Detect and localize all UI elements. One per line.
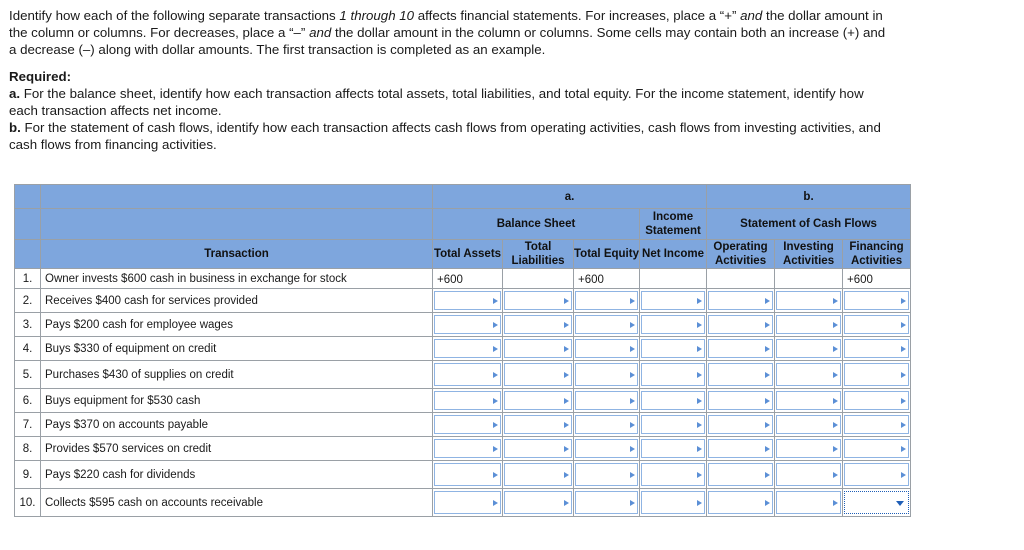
transaction-description: Purchases $430 of supplies on credit — [41, 361, 433, 389]
answer-input[interactable] — [708, 363, 773, 386]
answer-dropdown[interactable] — [843, 313, 911, 337]
answer-dropdown[interactable] — [433, 413, 503, 437]
example-cell — [843, 269, 911, 289]
answer-input[interactable] — [776, 339, 841, 358]
example-cell — [503, 269, 574, 289]
row-number: 6. — [15, 389, 41, 413]
answer-dropdown[interactable] — [574, 437, 640, 461]
answer-input[interactable] — [434, 463, 501, 486]
required-b-label: b. — [9, 120, 21, 135]
answer-dropdown[interactable] — [574, 361, 640, 389]
answer-dropdown[interactable] — [574, 337, 640, 361]
balance-sheet-header: Balance Sheet — [433, 209, 640, 240]
answer-input[interactable] — [641, 391, 705, 410]
answer-dropdown[interactable] — [707, 413, 775, 437]
answer-input[interactable] — [776, 415, 841, 434]
answer-dropdown[interactable] — [503, 337, 574, 361]
answer-dropdown[interactable] — [503, 413, 574, 437]
instructions — [9, 7, 889, 153]
answer-input[interactable] — [504, 363, 572, 386]
answer-dropdown[interactable] — [433, 489, 503, 517]
answer-input[interactable] — [776, 491, 841, 514]
table-row — [15, 313, 911, 337]
answer-dropdown[interactable] — [775, 389, 843, 413]
row-number: 3. — [15, 313, 41, 337]
answer-dropdown[interactable] — [640, 437, 707, 461]
answer-input[interactable] — [844, 315, 909, 334]
answer-dropdown[interactable] — [503, 389, 574, 413]
answer-input[interactable] — [575, 363, 638, 386]
answer-input[interactable] — [708, 339, 773, 358]
answer-input[interactable] — [708, 315, 773, 334]
answer-dropdown[interactable] — [433, 437, 503, 461]
row-number: 9. — [15, 461, 41, 489]
header-row-columns — [15, 240, 911, 269]
transaction-description: Pays $220 cash for dividends — [41, 461, 433, 489]
col-financing-activities: Financing Activities — [843, 240, 911, 269]
answer-dropdown[interactable] — [574, 413, 640, 437]
answer-dropdown[interactable] — [640, 489, 707, 517]
example-cell — [433, 269, 503, 289]
answer-dropdown[interactable] — [843, 337, 911, 361]
required-b — [9, 119, 889, 153]
table-row — [15, 337, 911, 361]
table-row — [15, 461, 911, 489]
answer-dropdown[interactable] — [433, 389, 503, 413]
answer-input[interactable] — [708, 463, 773, 486]
cash-flows-header: Statement of Cash Flows — [707, 209, 911, 240]
answer-input[interactable] — [575, 291, 638, 310]
answer-input[interactable] — [504, 463, 572, 486]
table-row — [15, 413, 911, 437]
transaction-description: Pays $370 on accounts payable — [41, 413, 433, 437]
answer-dropdown[interactable] — [707, 361, 775, 389]
answer-input[interactable] — [844, 415, 909, 434]
col-operating-activities: Operating Activities — [707, 240, 775, 269]
table-row — [15, 269, 911, 289]
answer-dropdown[interactable] — [775, 413, 843, 437]
answer-dropdown[interactable] — [707, 489, 775, 517]
transaction-description: Collects $595 cash on accounts receivable — [41, 489, 433, 517]
intro-and: and — [740, 8, 763, 23]
answer-dropdown[interactable] — [640, 389, 707, 413]
part-a-header: a. — [433, 185, 707, 209]
answer-dropdown[interactable] — [843, 413, 911, 437]
answer-input[interactable] — [641, 491, 705, 514]
answer-dropdown[interactable] — [640, 337, 707, 361]
answer-input[interactable] — [844, 291, 909, 310]
intro-text: affects financial statements. For increases, place a “+” — [414, 8, 741, 23]
answer-dropdown[interactable] — [775, 289, 843, 313]
intro-text: the dollar amount in the column or columns. Some cells may contain both an increase (+) and a decrease (–) along with dollar amounts. The first transaction is completed as an example. — [9, 25, 886, 57]
example-value: +600 — [844, 271, 909, 286]
intro-and: and — [309, 25, 332, 40]
answer-input[interactable] — [641, 339, 705, 358]
header-row-statements — [15, 209, 911, 240]
answer-input[interactable] — [575, 339, 638, 358]
answer-dropdown[interactable] — [640, 289, 707, 313]
answer-dropdown[interactable] — [843, 389, 911, 413]
answer-input[interactable] — [641, 363, 705, 386]
answer-dropdown[interactable] — [775, 437, 843, 461]
answer-input[interactable] — [641, 415, 705, 434]
answer-input[interactable] — [575, 315, 638, 334]
part-b-header: b. — [707, 185, 911, 209]
required-title: Required: — [9, 69, 72, 84]
answer-input[interactable] — [434, 391, 501, 410]
answer-input[interactable] — [844, 439, 909, 458]
answer-input[interactable] — [844, 491, 909, 514]
answer-input[interactable] — [776, 291, 841, 310]
answer-dropdown[interactable] — [433, 361, 503, 389]
answer-dropdown[interactable] — [707, 289, 775, 313]
answer-input[interactable] — [641, 315, 705, 334]
table-row — [15, 489, 911, 517]
transaction-description: Receives $400 cash for services provided — [41, 289, 433, 313]
answer-dropdown[interactable] — [775, 461, 843, 489]
answer-input[interactable] — [776, 439, 841, 458]
answer-dropdown[interactable] — [775, 489, 843, 517]
answer-dropdown[interactable] — [433, 461, 503, 489]
row-number: 7. — [15, 413, 41, 437]
answer-input[interactable] — [575, 491, 638, 514]
answer-input[interactable] — [434, 363, 501, 386]
answer-input[interactable] — [776, 315, 841, 334]
example-value: +600 — [434, 271, 501, 286]
example-cell — [707, 269, 775, 289]
transaction-description: Pays $200 cash for employee wages — [41, 313, 433, 337]
answer-dropdown[interactable] — [775, 361, 843, 389]
answer-input[interactable] — [708, 491, 773, 514]
answer-dropdown[interactable] — [433, 289, 503, 313]
answer-dropdown[interactable] — [574, 489, 640, 517]
transaction-description: Provides $570 services on credit — [41, 437, 433, 461]
answer-dropdown[interactable] — [574, 313, 640, 337]
row-number: 5. — [15, 361, 41, 389]
intro-text: Identify how each of the following separate transactions — [9, 8, 340, 23]
answer-dropdown[interactable] — [843, 437, 911, 461]
answer-dropdown[interactable] — [640, 461, 707, 489]
required-a-text: For the balance sheet, identify how each transaction affects total assets, total liabilities, and total equity. For the income statement, identify how each transaction affects net income. — [9, 86, 864, 118]
answer-dropdown[interactable] — [574, 389, 640, 413]
answer-input[interactable] — [434, 339, 501, 358]
answer-input[interactable] — [708, 415, 773, 434]
example-value — [776, 271, 841, 286]
answer-input[interactable] — [434, 291, 501, 310]
answer-dropdown[interactable] — [574, 289, 640, 313]
answer-input[interactable] — [575, 439, 638, 458]
col-total-assets: Total Assets — [433, 240, 503, 269]
answer-dropdown[interactable] — [574, 461, 640, 489]
answer-input[interactable] — [844, 339, 909, 358]
answer-dropdown[interactable] — [503, 313, 574, 337]
transaction-description: Buys equipment for $530 cash — [41, 389, 433, 413]
transaction-header: Transaction — [41, 240, 433, 269]
required-b-text: For the statement of cash flows, identify how each transaction affects cash flows from operating activities, cash flows from investing activities, and cash flows from financing activities. — [9, 120, 881, 152]
answer-dropdown[interactable] — [843, 461, 911, 489]
answer-dropdown[interactable] — [775, 337, 843, 361]
answer-dropdown[interactable] — [503, 361, 574, 389]
answer-dropdown[interactable] — [640, 413, 707, 437]
answer-dropdown[interactable] — [775, 313, 843, 337]
answer-input[interactable] — [708, 291, 773, 310]
col-investing-activities: Investing Activities — [775, 240, 843, 269]
required-a-label: a. — [9, 86, 21, 101]
row-number: 4. — [15, 337, 41, 361]
answer-dropdown[interactable] — [843, 289, 911, 313]
answer-dropdown[interactable] — [707, 461, 775, 489]
answer-input[interactable] — [844, 363, 909, 386]
intro-paragraph — [9, 7, 889, 58]
example-value — [641, 271, 705, 286]
answer-dropdown[interactable] — [503, 437, 574, 461]
example-value — [708, 271, 773, 286]
answer-dropdown[interactable] — [707, 337, 775, 361]
answer-input[interactable] — [844, 463, 909, 486]
answer-input[interactable] — [641, 291, 705, 310]
answer-dropdown[interactable] — [640, 361, 707, 389]
answer-input[interactable] — [708, 391, 773, 410]
answer-input[interactable] — [776, 363, 841, 386]
answer-input[interactable] — [504, 415, 572, 434]
answer-dropdown[interactable] — [707, 389, 775, 413]
answer-input[interactable] — [504, 439, 572, 458]
answer-input[interactable] — [434, 491, 501, 514]
answer-input[interactable] — [434, 315, 501, 334]
answer-input[interactable] — [575, 415, 638, 434]
required-a — [9, 85, 889, 119]
answer-dropdown[interactable] — [503, 489, 574, 517]
example-value: +600 — [575, 271, 638, 286]
example-cell — [640, 269, 707, 289]
table-row — [15, 289, 911, 313]
answer-dropdown[interactable] — [707, 437, 775, 461]
header-row-parts — [15, 185, 911, 209]
row-number: 1. — [15, 269, 41, 289]
example-cell — [775, 269, 843, 289]
answer-input[interactable] — [641, 439, 705, 458]
income-statement-header: Income Statement — [640, 209, 707, 240]
answer-input[interactable] — [434, 439, 501, 458]
answer-input[interactable] — [641, 463, 705, 486]
answer-dropdown[interactable] — [707, 313, 775, 337]
answer-input[interactable] — [434, 415, 501, 434]
answer-dropdown[interactable] — [843, 361, 911, 389]
col-total-equity: Total Equity — [574, 240, 640, 269]
answer-input[interactable] — [776, 463, 841, 486]
answer-input[interactable] — [776, 391, 841, 410]
answer-dropdown[interactable] — [640, 313, 707, 337]
transaction-description: Owner invests $600 cash in business in exchange for stock — [41, 269, 433, 289]
answer-input[interactable] — [575, 391, 638, 410]
answer-input[interactable] — [504, 315, 572, 334]
answer-dropdown[interactable] — [433, 337, 503, 361]
example-value — [504, 271, 572, 286]
row-number: 10. — [15, 489, 41, 517]
answer-input[interactable] — [504, 339, 572, 358]
transactions-table — [14, 184, 911, 517]
answer-dropdown[interactable] — [503, 289, 574, 313]
answer-input[interactable] — [575, 463, 638, 486]
answer-input[interactable] — [504, 391, 572, 410]
table-row — [15, 437, 911, 461]
col-net-income: Net Income — [640, 240, 707, 269]
answer-input[interactable] — [504, 491, 572, 514]
col-total-liabilities: Total Liabilities — [503, 240, 574, 269]
answer-input[interactable] — [844, 391, 909, 410]
table-row — [15, 389, 911, 413]
answer-input[interactable] — [708, 439, 773, 458]
row-number: 8. — [15, 437, 41, 461]
example-cell — [574, 269, 640, 289]
row-number: 2. — [15, 289, 41, 313]
intro-text: the dollar amount in the column or columns. For decreases, place a “–” — [9, 8, 883, 40]
intro-range: 1 through 10 — [339, 8, 415, 23]
answer-input[interactable] — [504, 291, 572, 310]
table-row — [15, 361, 911, 389]
answer-dropdown[interactable] — [503, 461, 574, 489]
transaction-description: Buys $330 of equipment on credit — [41, 337, 433, 361]
answer-dropdown[interactable] — [433, 313, 503, 337]
answer-dropdown[interactable] — [843, 489, 911, 517]
